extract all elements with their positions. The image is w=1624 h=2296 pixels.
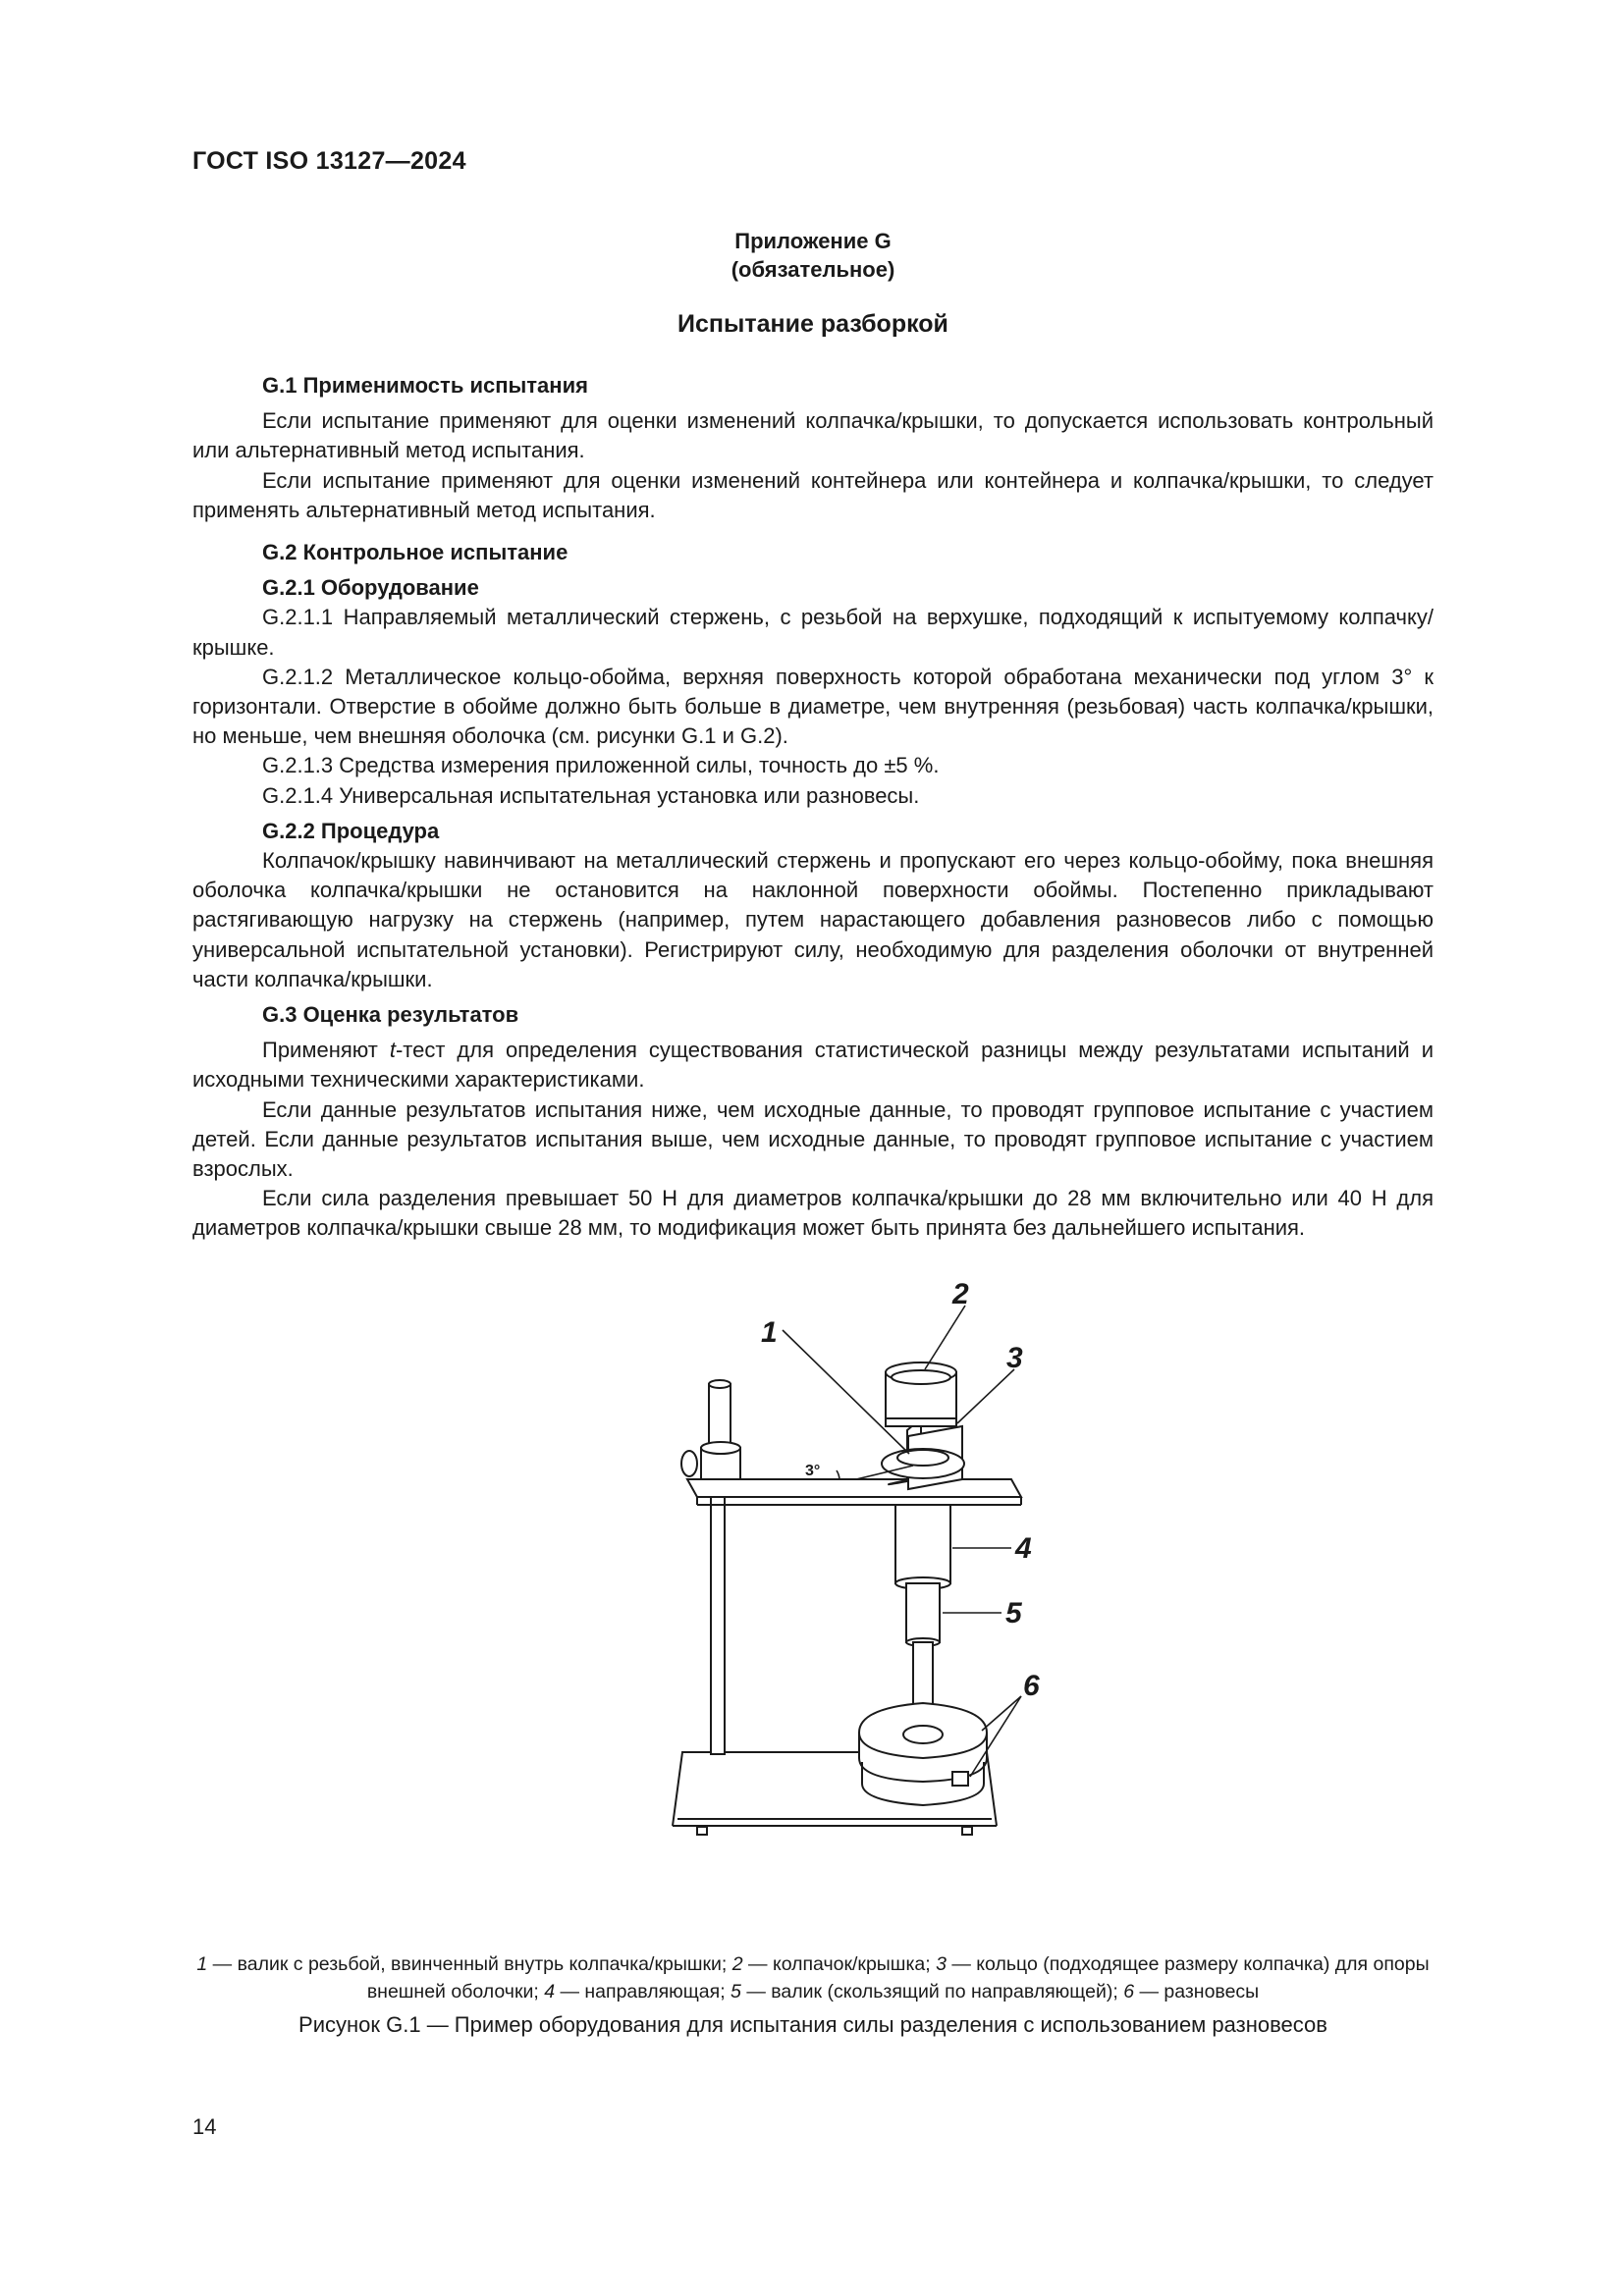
section-g2-heading: G.2 Контрольное испытание xyxy=(262,540,568,565)
figure-g1-drawing xyxy=(628,1271,1041,1880)
section-g211-text: G.2.1.1 Направляемый металлический стержень, с резьбой на верхушке, подходящий к испытуемому колпачку/крышке. xyxy=(192,605,1434,660)
section-g212-text: G.2.1.2 Металлическое кольцо-обойма, верхняя поверхность которой обработана механически под углом 3° к горизонтали. Отверстие в обойме должно быть больше в диаметре, чем внутренняя (резьбовая) часть колпачка/крышки, но меньше, чем внешняя оболочка (см. рисунки G.1 и G.2). xyxy=(192,664,1434,749)
figure-label-2: 2 xyxy=(952,1278,969,1310)
slider-shaft-upper xyxy=(906,1583,940,1642)
body-text xyxy=(192,371,1434,1244)
stand-pillar xyxy=(711,1497,725,1754)
clamp-knob xyxy=(681,1451,697,1476)
section-g3-paragraph-3: Если сила разделения превышает 50 Н для диаметров колпачка/крышки до 28 мм включительно или 40 Н для диаметров колпачка/крышки свыше 28 мм, то модификация может быть принята без дальнейшего испытания. xyxy=(192,1186,1434,1241)
key-num-5: 5 xyxy=(731,1981,741,2002)
section-g21-heading: G.2.1 Оборудование xyxy=(262,575,479,601)
section-g213-text: G.2.1.3 Средства измерения приложенной силы, точность до ±5 %. xyxy=(262,753,940,778)
key-num-4: 4 xyxy=(544,1981,556,2002)
annex-title: Приложение G xyxy=(734,229,892,253)
figure-key xyxy=(192,1950,1434,2005)
section-g3-heading: G.3 Оценка результатов xyxy=(262,1002,519,1028)
key-num-2: 2 xyxy=(731,1953,743,1975)
key-text-1: — валик с резьбой, ввинченный внутрь колпачка/крышки; xyxy=(207,1953,732,1975)
section-g214-text: G.2.1.4 Универсальная испытательная установка или разновесы. xyxy=(262,782,920,808)
key-text-3: — кольцо (подходящее размеру колпачка) для опоры внешней оболочки; xyxy=(366,1953,1430,2002)
section-g1-heading: G.1 Применимость испытания xyxy=(262,373,588,398)
section-g3-paragraph-1 xyxy=(192,1036,1434,1095)
section-g22-text: Колпачок/крышку навинчивают на металлический стержень и пропускают его через кольцо-обойму, пока внешняя оболочка колпачка/крышки не остановится на наклонной поверхности обоймы. Постепенно прикладывают растягивающую нагрузку на стержень (например, путем нарастающего добавления разновесов либо с помощью универсальной испытательной установки). Регистрируют силу, необходимую для разделения оболочки от внутренней части колпачка/крышки. xyxy=(192,848,1434,991)
key-num-6: 6 xyxy=(1123,1981,1135,2002)
annex-name: Испытание разборкой xyxy=(677,310,948,338)
g3-p1-after: -тест для определения существования статистической разницы между результатами испытаний и исходными техническими характеристиками. xyxy=(192,1038,1434,1093)
platform-plate xyxy=(687,1479,1021,1497)
key-text-4: — направляющая; xyxy=(555,1981,731,2002)
section-g1-paragraph-1: Если испытание применяют для оценки изменений колпачка/крышки, то допускается использовать контрольный или альтернативный метод испытания. xyxy=(192,408,1434,463)
key-text-6: — разновесы xyxy=(1134,1981,1260,2002)
figure-label-3: 3 xyxy=(1006,1342,1023,1374)
section-g3-paragraph-2: Если данные результатов испытания ниже, чем исходные данные, то проводят групповое испытание с участием детей. Если данные результатов испытания выше, чем исходные данные, то проводят групповое испытание с участием взрослых. xyxy=(192,1096,1434,1182)
figure-label-6: 6 xyxy=(1023,1670,1040,1702)
document-header-id: ГОСТ ISO 13127—2024 xyxy=(192,147,466,175)
figure-label-1: 1 xyxy=(761,1316,778,1349)
key-text-5: — валик (скользящий по направляющей); xyxy=(740,1981,1124,2002)
key-num-1: 1 xyxy=(196,1953,208,1975)
section-g22-heading: G.2.2 Процедура xyxy=(262,818,440,843)
section-g1-paragraph-2: Если испытание применяют для оценки изменений контейнера или контейнера и колпачка/крышки, то следует применять альтернативный метод испытания. xyxy=(192,467,1434,522)
angle-label: 3° xyxy=(805,1463,821,1479)
figure-caption: Рисунок G.1 — Пример оборудования для испытания силы разделения с использованием разновесов xyxy=(298,2012,1327,2037)
g3-p1-before: Применяют xyxy=(262,1038,390,1063)
page-number: 14 xyxy=(192,2114,217,2139)
guide xyxy=(895,1505,950,1583)
figure-label-5: 5 xyxy=(1005,1597,1022,1629)
figure-label-4: 4 xyxy=(1015,1532,1032,1565)
key-num-3: 3 xyxy=(936,1953,947,1975)
annex-status: (обязательное) xyxy=(731,257,895,282)
g3-p1-italic: t xyxy=(389,1038,396,1063)
key-text-2: — колпачок/крышка; xyxy=(742,1953,937,1975)
